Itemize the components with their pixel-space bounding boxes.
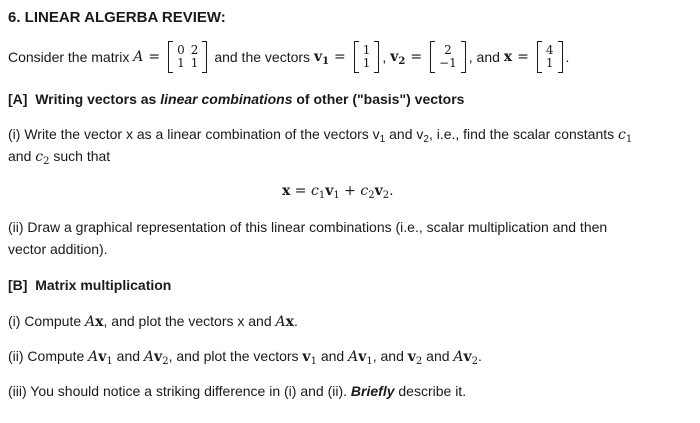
- vector-v1-name: $v_1$: [313, 49, 330, 67]
- vector-x-name: x: [503, 49, 513, 65]
- vector-v2: 2 −1: [430, 41, 466, 73]
- section-b-part-i: (i) Compute Ax, and plot the vectors x and Ax.: [8, 313, 298, 330]
- briefly-emphasis: Briefly: [350, 383, 395, 399]
- problem-page: [8, 0, 692, 423]
- section-a-part-i-line1: (i) Write the vector x as a linear combination of the vectors $v_1$ and $v_2$, i.e., find the scalar constants $c_1$: [8, 126, 633, 145]
- matrix-a-name: A: [133, 49, 144, 65]
- section-a-part-i-line2: and $c_2$ such that: [8, 148, 111, 167]
- intro-text-2: and the vectors: [214, 49, 311, 65]
- section-a-heading: [A] Writing vectors as linear combinations of other ("basis") vectors: [8, 91, 465, 107]
- section-a-emphasis: linear combinations: [160, 91, 293, 107]
- intro-text-1: Consider the matrix: [8, 49, 130, 65]
- problem-heading: 6. LINEAR ALGERBA REVIEW:: [8, 9, 226, 26]
- linear-combination-equation: $x = c_1v_1 + c_2v_2$.: [282, 183, 394, 201]
- section-a-part-ii-line2: vector addition).: [8, 241, 108, 257]
- section-a-part-ii-line1: (ii) Draw a graphical representation of this linear combinations (i.e., scalar multiplication and then: [8, 219, 608, 235]
- matrix-a: 0 2 1 1: [168, 41, 207, 73]
- vector-x: 4 1: [537, 41, 563, 73]
- section-b-heading: [B] Matrix multiplication: [8, 277, 172, 293]
- equals-sign: =: [148, 49, 161, 65]
- vector-v2-name: $v_2$: [390, 49, 406, 67]
- section-b-part-iii: (iii) You should notice a striking difference in (i) and (ii). Briefly describe it.: [8, 383, 467, 399]
- intro-line: Consider the matrix A = 0 2 1 1 and the vectors $v_1$ = 1 1 , $v_2$ = 2 −1 , and x = 4 1 .: [8, 41, 569, 73]
- vector-v1: 1 1: [354, 41, 380, 73]
- intro-text-3: and: [476, 49, 500, 65]
- section-b-part-ii: (ii) Compute $Av_1$ and $Av_2$, and plot the vectors $v_1$ and $Av_1$, and $v_2$ and $Av_2$.: [8, 348, 482, 367]
